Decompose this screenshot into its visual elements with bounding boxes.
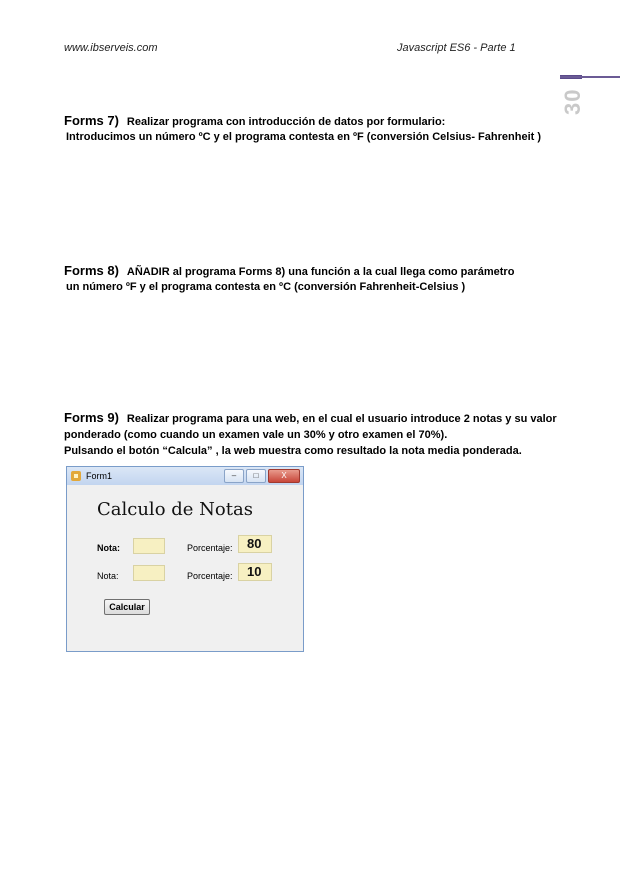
porcentaje-label: Porcentaje: (187, 571, 233, 581)
nota-label: Nota: (97, 571, 119, 581)
header-course: Javascript ES6 - Parte 1 (397, 42, 516, 54)
form-heading: Calculo de Notas (97, 499, 253, 520)
exercise-line: un número ºF y el programa contesta en ºC (conversión Fahrenheit-Celsius ) (66, 281, 466, 293)
exercise-title: AÑADIR al programa Forms 8) una función a la cual llega como parámetro (126, 266, 515, 278)
exercise-tag: Forms 8) (64, 263, 119, 278)
window-controls (224, 469, 300, 483)
nota-input[interactable] (133, 538, 165, 554)
porcentaje-label: Porcentaje: (187, 543, 233, 553)
exercise-tag: Forms 7) (64, 113, 119, 128)
exercise-title: Realizar programa para una web, en el cual el usuario introduce 2 notas y su valor (126, 413, 557, 425)
maximize-button[interactable]: □ (246, 469, 266, 483)
window-title: Form1 (86, 471, 113, 481)
porcentaje-input[interactable]: 80 (238, 535, 272, 553)
exercise-forms-9 (64, 410, 557, 427)
exercise-line: Pulsando el botón “Calcula” , la web muestra como resultado la nota media ponderada. (64, 445, 522, 457)
minimize-button[interactable]: – (224, 469, 244, 483)
exercise-line: Introducimos un número ºC y el programa contesta en ºF (conversión Celsius- Fahrenheit ) (66, 131, 542, 143)
exercise-forms-7 (64, 113, 445, 130)
window-titlebar (67, 467, 303, 485)
page-divider (560, 76, 620, 78)
form-window (66, 466, 304, 652)
porcentaje-input[interactable]: 10 (238, 563, 272, 581)
exercise-forms-8 (64, 263, 514, 280)
exercise-title: Realizar programa con introducción de datos por formulario: (126, 116, 446, 128)
close-button[interactable]: X (268, 469, 300, 483)
nota-input[interactable] (133, 565, 165, 581)
exercise-tag: Forms 9) (64, 410, 119, 425)
nota-label: Nota: (97, 543, 120, 553)
exercise-line: ponderado (como cuando un examen vale un 30% y otro examen el 70%). (64, 429, 448, 441)
app-icon (71, 471, 81, 481)
calcular-button[interactable]: Calcular (104, 599, 150, 615)
page-number: 30 (560, 88, 585, 116)
header-site: www.ibserveis.com (64, 42, 158, 54)
